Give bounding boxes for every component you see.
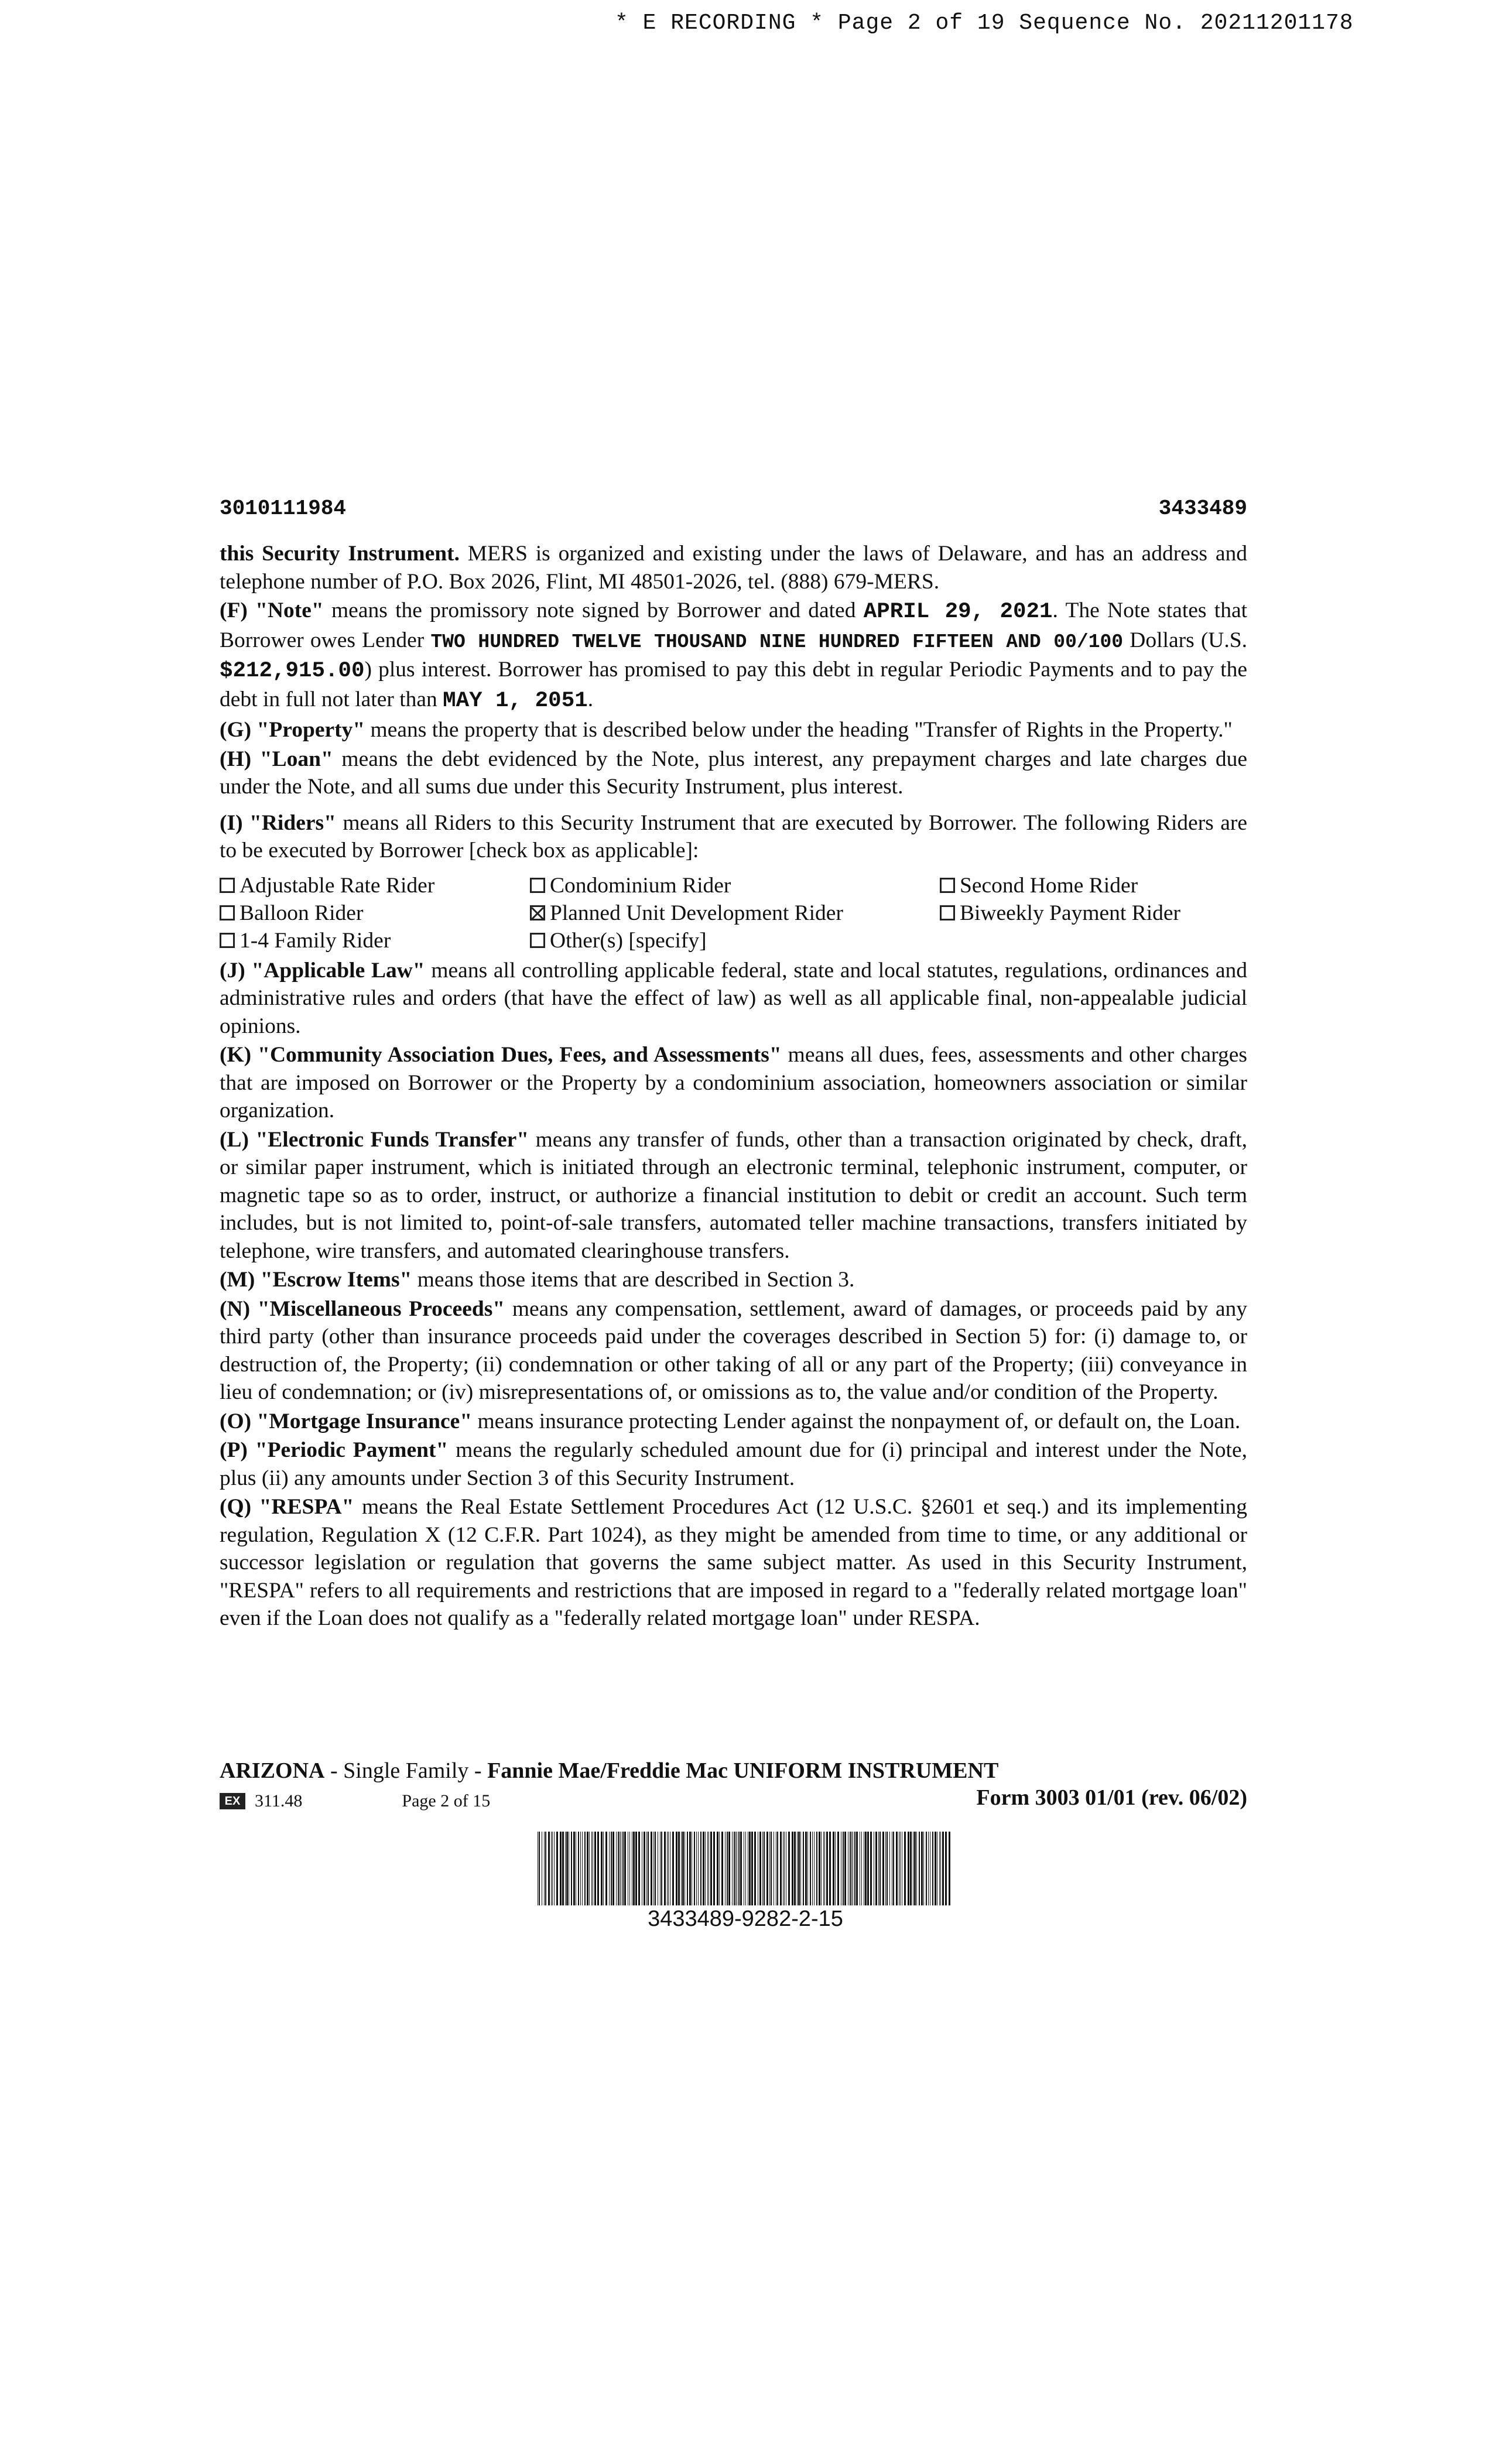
definition-label: (H) "Loan" (220, 747, 333, 771)
barcode-bar (887, 1832, 888, 1905)
barcode-bar (705, 1832, 706, 1905)
barcode-bar (771, 1832, 772, 1905)
barcode-bar (926, 1832, 927, 1905)
barcode-bar (545, 1832, 546, 1905)
barcode-bar (833, 1832, 834, 1905)
paragraph-text: means those items that are described in Section 3. (412, 1268, 855, 1292)
barcode-bar (635, 1832, 637, 1905)
amount-words: TWO HUNDRED TWELVE THOUSAND NINE HUNDRED FIFTEEN AND 00/100 (430, 631, 1124, 653)
rider-biweekly-payment[interactable] (940, 899, 1247, 927)
barcode-bar (821, 1832, 822, 1905)
paragraph-text: means all controlling applicable federal, state and local statutes, regulations, ordinances and administrative rules and orders (that have the effect of law) as well as all applicable final, non-appealable judicial opinions. (220, 958, 1247, 1038)
footer-row (220, 1785, 1247, 1811)
barcode-bar (916, 1832, 917, 1905)
form-footer (220, 1758, 1247, 1811)
barcode-bar (601, 1832, 603, 1905)
barcode-bar (633, 1832, 635, 1905)
footer-state: ARIZONA (220, 1758, 325, 1783)
paragraph-property (220, 716, 1247, 744)
form-code-number: 311.48 (255, 1791, 303, 1811)
rider-other[interactable] (530, 927, 940, 954)
paragraph-text: means any transfer of funds, other than a transaction originated by check, draft, or similar paper instrument, which is initiated through an electronic terminal, telephonic instrument, computer, or magnetic tape so as to order, instruct, or authorize a financial institution to debit or credit an account. Such term includes, but is not limited to, point-of-sale transfers, automated teller machine transactions, transfers initiated by telephone, wire transfers, and automated clearinghouse transfers. (220, 1127, 1247, 1263)
barcode-bar (700, 1832, 701, 1905)
rider-label: Biweekly Payment Rider (960, 901, 1181, 925)
maturity-date: MAY 1, 2051 (443, 688, 588, 713)
barcode-bar (816, 1832, 817, 1905)
paragraph-text: Dollars (U.S. (1123, 628, 1247, 652)
footer-sep: - Single Family - (324, 1758, 488, 1783)
barcode-bar (792, 1832, 793, 1905)
barcode-bar (696, 1832, 697, 1905)
definition-label: (F) "Note" (220, 598, 324, 622)
barcode-bar (738, 1832, 740, 1905)
barcode-bar (539, 1832, 540, 1905)
barcode-bar (676, 1832, 677, 1905)
barcode-bar (580, 1832, 581, 1905)
barcode-bar (803, 1832, 804, 1905)
barcode-bar (896, 1832, 898, 1905)
barcode-bar (923, 1832, 924, 1905)
barcode-bar (694, 1832, 695, 1905)
barcode-bar (562, 1832, 564, 1905)
barcode-bar (935, 1832, 936, 1905)
barcode-bar (900, 1832, 901, 1905)
barcode-bar (777, 1832, 778, 1905)
barcode-bar (681, 1832, 682, 1905)
barcode-bar (914, 1832, 916, 1905)
loan-amount: $212,915.00 (220, 659, 365, 683)
paragraph-text: ) plus interest. Borrower has promised to pay this debt in regular Periodic Payments and to pay the debt in full not later than (220, 658, 1247, 711)
barcode-number: 3433489-9282-2-15 (648, 1907, 843, 1931)
checkbox-icon[interactable] (530, 878, 545, 893)
paragraph-text: means the regularly scheduled amount due for (i) principal and interest under the Note, plus (ii) any amounts under Section 3 of this Security Instrument. (220, 1438, 1247, 1490)
barcode-bar (717, 1832, 718, 1905)
paragraph-text: means the Real Estate Settlement Procedures Act (12 U.S.C. §2601 et seq.) and its implementing regulation, Regulation X (12 C.F.R. Part 1024), as they might be amended from time to time, or any additional or successor legislation or regulation that governs the same subject matter. As used in this Security Instrument, "RESPA" refers to all requirements and restrictions that are imposed in regard to a "federally related mortgage loan" even if the Loan does not qualify as a "federally related mortgage loan" under RESPA. (220, 1495, 1247, 1630)
barcode-bar (584, 1832, 586, 1905)
barcode-bar (908, 1832, 909, 1905)
paragraph-mers (220, 540, 1247, 596)
definition-label: (O) "Mortgage Insurance" (220, 1409, 473, 1433)
rider-balloon[interactable] (220, 899, 530, 927)
barcode-bar (735, 1832, 736, 1905)
barcode-bar (788, 1832, 790, 1905)
barcode-bar (824, 1832, 825, 1905)
barcode-bar (653, 1832, 654, 1905)
barcode-bar (921, 1832, 923, 1905)
barcode-bar (710, 1832, 712, 1905)
barcode-bar (780, 1832, 782, 1905)
rider-condominium[interactable] (530, 872, 940, 899)
form-number: Form 3003 01/01 (rev. 06/02) (976, 1785, 1247, 1810)
barcode-bar (867, 1832, 869, 1905)
barcode-bar (589, 1832, 590, 1905)
barcode-bar (605, 1832, 607, 1905)
paragraph-text: means all dues, fees, assessments and other charges that are imposed on Borrower or the Property by a condominium association, homeowners association or similar organization. (220, 1043, 1247, 1123)
barcode-bar (837, 1832, 839, 1905)
barcode-bar (932, 1832, 933, 1905)
checkbox-icon[interactable] (940, 878, 955, 893)
barcode-bar (682, 1832, 684, 1905)
barcode-bar (910, 1832, 912, 1905)
barcode-bar (870, 1832, 872, 1905)
paragraph-riders (220, 809, 1247, 865)
barcode-bar (544, 1832, 545, 1905)
barcode-bar (810, 1832, 811, 1905)
barcode-bar (698, 1832, 699, 1905)
barcode-bar (766, 1832, 768, 1905)
barcode-bar (807, 1832, 808, 1905)
paragraph-applicable-law (220, 957, 1247, 1041)
barcode-bar (829, 1832, 831, 1905)
barcode-bar (919, 1832, 920, 1905)
barcode-bar (618, 1832, 619, 1905)
definition-label: (N) "Miscellaneous Proceeds" (220, 1296, 505, 1321)
rider-label: Planned Unit Development Rider (550, 901, 843, 925)
paragraph-text: . The Note states that Borrower owes Lender (220, 598, 1248, 652)
barcode-bar (754, 1832, 756, 1905)
rider-label: Adjustable Rate Rider (239, 873, 435, 898)
barcode-bar (603, 1832, 604, 1905)
bold-lead: this Security Instrument. (220, 542, 460, 566)
rider-planned-unit-development[interactable] (530, 899, 940, 927)
barcode-bar (769, 1832, 770, 1905)
footer-title (220, 1758, 1247, 1784)
barcode-bar (707, 1832, 708, 1905)
barcode-bar (594, 1832, 596, 1905)
barcode-bar (798, 1832, 800, 1905)
barcode-bar (591, 1832, 592, 1905)
paragraph-misc-proceeds (220, 1295, 1247, 1406)
checkbox-icon[interactable] (530, 933, 545, 948)
barcode-bar (878, 1832, 879, 1905)
paragraph-eft (220, 1126, 1247, 1265)
barcode-bar (664, 1832, 666, 1905)
barcode-bar (587, 1832, 588, 1905)
paragraph-mortgage-insurance (220, 1408, 1247, 1436)
barcode-bar (571, 1832, 572, 1905)
barcode-bar (759, 1832, 761, 1905)
barcode-bar (732, 1832, 733, 1905)
paragraph-text: means the promissory note signed by Borrower and dated (323, 598, 864, 622)
document-body (220, 540, 1247, 1633)
barcode-bar (689, 1832, 691, 1905)
definition-label: (J) "Applicable Law" (220, 958, 425, 983)
definition-label: (G) "Property" (220, 718, 365, 742)
barcode-bar (794, 1832, 796, 1905)
barcode-bar (762, 1832, 763, 1905)
barcode-bar (551, 1832, 552, 1905)
barcode-bar (939, 1832, 940, 1905)
barcode-bar (745, 1832, 746, 1905)
paragraph-text: . (587, 687, 594, 711)
barcode-bar (854, 1832, 855, 1905)
paragraph-loan (220, 745, 1247, 801)
barcode-bar (885, 1832, 886, 1905)
rider-label: Condominium Rider (550, 873, 731, 898)
barcode-bar (835, 1832, 836, 1905)
barcode-bar (582, 1832, 583, 1905)
checkbox-icon[interactable] (220, 933, 235, 948)
barcode-bar (850, 1832, 851, 1905)
rider-second-home[interactable] (940, 872, 1247, 899)
barcode-bar (548, 1832, 550, 1905)
barcode-bar (638, 1832, 640, 1905)
riders-checklist (220, 872, 1247, 954)
barcode-bar (566, 1832, 568, 1905)
definition-label: (K) "Community Association Dues, Fees, and Assessments" (220, 1043, 782, 1067)
barcode-bar (597, 1832, 599, 1905)
barcode-bar (609, 1832, 610, 1905)
barcode-bar (882, 1832, 884, 1905)
definition-label: (M) "Escrow Items" (220, 1268, 412, 1292)
barcode-bar (612, 1832, 614, 1905)
barcode-bar (616, 1832, 617, 1905)
barcode-bar (764, 1832, 765, 1905)
definition-label: (Q) "RESPA" (220, 1495, 354, 1519)
barcode-bar (856, 1832, 858, 1905)
barcode-bar (678, 1832, 680, 1905)
paragraph-text: MERS is organized and existing under the laws of Delaware, and has an address and telephone number of P.O. Box 2026, Flint, MI 48501-2026, tel. (888) 679-MERS. (220, 542, 1247, 594)
rider-label: Balloon Rider (239, 901, 364, 925)
paragraph-escrow-items (220, 1266, 1247, 1294)
document-number: 3433489 (1158, 497, 1247, 521)
ex-logo-icon: EX (220, 1793, 245, 1809)
barcode-bar (749, 1832, 751, 1905)
barcode-bar (940, 1832, 941, 1905)
barcode-bar (556, 1832, 558, 1905)
barcode-bar (672, 1832, 674, 1905)
barcode-bar (875, 1832, 877, 1905)
barcode-bar (646, 1832, 647, 1905)
checkbox-icon[interactable] (220, 905, 235, 920)
checkbox-icon[interactable] (220, 878, 235, 893)
definition-label: (L) "Electronic Funds Transfer" (220, 1127, 529, 1152)
rider-1-4-family[interactable] (220, 927, 530, 954)
barcode-bar (879, 1832, 881, 1905)
barcode-bar (819, 1832, 820, 1905)
barcode-bar (949, 1832, 950, 1905)
form-code (220, 1791, 490, 1811)
paragraph-text: means the property that is described below under the heading "Transfer of Rights in the Property." (365, 718, 1233, 742)
barcode-bar (703, 1832, 704, 1905)
barcode-bar (651, 1832, 652, 1905)
barcode-bar (719, 1832, 720, 1905)
barcode-bar (727, 1832, 728, 1905)
barcode-bar (843, 1832, 844, 1905)
barcode-bar (942, 1832, 944, 1905)
checked-checkbox-icon[interactable] (530, 905, 545, 920)
barcode-bar (629, 1832, 630, 1905)
barcode-bar (667, 1832, 668, 1905)
barcode-bar (844, 1832, 846, 1905)
barcode-bar (560, 1832, 562, 1905)
barcode-bar (644, 1832, 645, 1905)
barcode-bar (812, 1832, 813, 1905)
barcode-bar (552, 1832, 553, 1905)
barcode-bar (889, 1832, 890, 1905)
barcode-bar (826, 1832, 828, 1905)
barcode-bar (784, 1832, 785, 1905)
paragraph-text: means all Riders to this Security Instrument that are executed by Borrower. The following Riders are to be executed by Borrower [check box as applicable]: (220, 810, 1247, 863)
paragraph-text: means the debt evidenced by the Note, plus interest, any prepayment charges and late charges due under the Note, and all sums due under this Security Instrument, plus interest. (220, 747, 1247, 799)
barcode-bar (805, 1832, 807, 1905)
loan-number: 3010111984 (220, 497, 347, 521)
recording-header: * E RECORDING * Page 2 of 19 Sequence No. 20211201178 (615, 11, 1354, 36)
rider-label: Other(s) [specify] (550, 928, 707, 953)
barcode-bar (751, 1832, 753, 1905)
paragraph-text: means insurance protecting Lender against the nonpayment of, or default on, the Loan. (472, 1409, 1241, 1433)
barcode-bar (611, 1832, 612, 1905)
note-date: APRIL 29, 2021 (863, 600, 1053, 624)
barcode-bar (893, 1832, 894, 1905)
barcode-bar (668, 1832, 669, 1905)
paragraph-periodic-payment (220, 1436, 1247, 1492)
barcode-bar (945, 1832, 947, 1905)
rider-label: Second Home Rider (960, 873, 1138, 898)
paragraph-respa (220, 1493, 1247, 1633)
barcode-bar (823, 1832, 824, 1905)
barcode-bar (734, 1832, 735, 1905)
barcode-bar (687, 1832, 688, 1905)
barcode-bar (904, 1832, 906, 1905)
barcode-bar (578, 1832, 579, 1905)
barcode-bar (622, 1832, 624, 1905)
rider-label: 1-4 Family Rider (239, 928, 391, 953)
paragraph-note (220, 597, 1247, 715)
barcode-bar (800, 1832, 801, 1905)
barcode-image (538, 1832, 953, 1905)
loan-id-row (220, 497, 1247, 521)
barcode-bar (740, 1832, 742, 1905)
barcode-bar (861, 1832, 862, 1905)
rider-adjustable-rate[interactable] (220, 872, 530, 899)
barcode-bar (661, 1832, 662, 1905)
checkbox-icon[interactable] (940, 905, 955, 920)
barcode-bar (554, 1832, 555, 1905)
definition-label: (P) "Periodic Payment" (220, 1438, 449, 1462)
footer-instrument: Fannie Mae/Freddie Mac UNIFORM INSTRUMENT (487, 1758, 999, 1783)
barcode-bar (721, 1832, 723, 1905)
paragraph-association-dues (220, 1041, 1247, 1125)
paragraph-text: means any compensation, settlement, award of damages, or proceeds paid by any third party (other than insurance proceeds paid under the coverages described in Section 5) for: (i) damage to, or destruction of, the Property; (ii) condemnation or other taking of all or any part of the Property; (iii) conveyance in lieu of condemnation; or (iv) misrepresentations of, or omissions as to, the value and/or condition of the Property. (220, 1296, 1247, 1404)
barcode-bar (565, 1832, 566, 1905)
definition-label: (I) "Riders" (220, 810, 336, 835)
barcode-bar (797, 1832, 798, 1905)
barcode-bar (624, 1832, 626, 1905)
barcode-bar (655, 1832, 656, 1905)
barcode-bar (865, 1832, 867, 1905)
barcode-bar (713, 1832, 715, 1905)
barcode-bar (648, 1832, 649, 1905)
barcode-bar (928, 1832, 929, 1905)
barcode-bar (573, 1832, 575, 1905)
barcode-bar (728, 1832, 730, 1905)
barcode-bar (851, 1832, 852, 1905)
footer-page-number: Page 2 of 15 (402, 1791, 491, 1811)
